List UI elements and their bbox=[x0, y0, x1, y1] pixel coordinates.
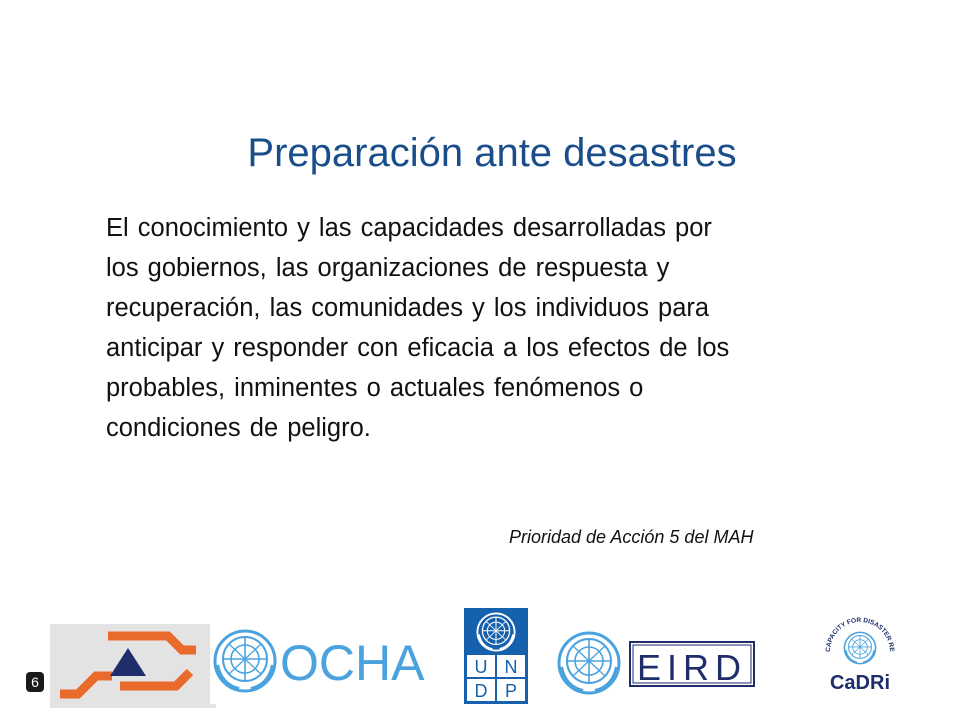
undp-logo bbox=[464, 608, 528, 704]
page-number: 6 bbox=[26, 672, 44, 692]
un-emblem-icon bbox=[559, 633, 619, 693]
definition-line: probables, inminentes o actuales fenómenos o bbox=[106, 374, 644, 402]
undp-letter: U bbox=[474, 657, 488, 677]
cadri-ring-text: CAPACITY FOR DISASTER RE bbox=[824, 616, 896, 653]
definition-line: recuperación, las comunidades y los individuos para bbox=[106, 294, 710, 322]
partner-logos bbox=[0, 600, 960, 720]
definition-line: anticipar y responder con eficacia a los efectos de los bbox=[106, 334, 730, 362]
slide-title: Preparación ante desastres bbox=[247, 130, 737, 175]
cadri-wordmark: CaDRi bbox=[829, 672, 891, 694]
civil-protection-logo bbox=[50, 624, 216, 708]
definition-line: El conocimiento y las capacidades desarrolladas por bbox=[106, 214, 712, 242]
definition-line: condiciones de peligro. bbox=[106, 414, 371, 442]
un-emblem-icon bbox=[215, 631, 275, 691]
ocha-logo bbox=[210, 624, 430, 704]
un-emblem-icon bbox=[477, 613, 514, 650]
undp-letter: N bbox=[504, 657, 518, 677]
ocha-wordmark: OCHA bbox=[280, 635, 425, 691]
undp-letter: P bbox=[504, 681, 518, 701]
eird-wordmark: EIRD bbox=[636, 647, 748, 688]
eird-logo bbox=[559, 633, 754, 693]
definition-line: los gobiernos, las organizaciones de respuesta y bbox=[106, 254, 670, 282]
citation: Prioridad de Acción 5 del MAH bbox=[509, 527, 754, 547]
definition-text bbox=[106, 208, 866, 448]
undp-letter: D bbox=[474, 681, 488, 701]
un-emblem-icon bbox=[844, 632, 875, 663]
